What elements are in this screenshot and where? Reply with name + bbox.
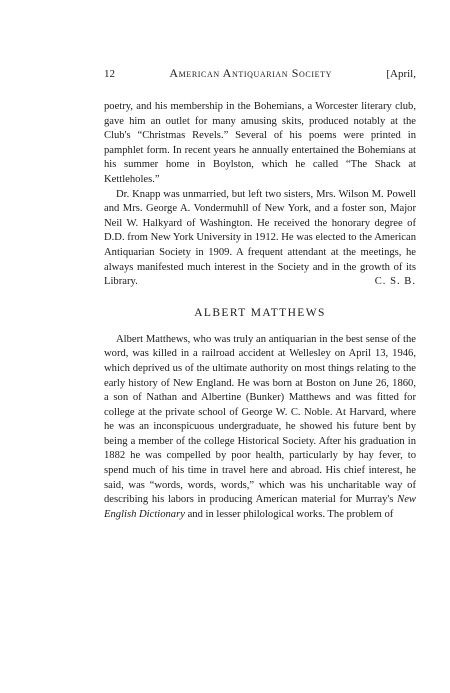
running-head-title: American Antiquarian Society <box>169 66 332 80</box>
running-head <box>104 66 416 80</box>
paragraph-knapp-text: Dr. Knapp was unmarried, but left two sisters, Mrs. Wilson M. Powell and Mrs. George A. Vondermuhll of New York, and a foster son, Major Neil W. Halkyard of Washington. He received the honorary degree of D.D. from New York University in 1912. He was elected to the American Antiquarian Society in 1909. A frequent attendant at the meetings, he always manifested much interest in the Society and in the growth of its Library. <box>104 188 416 288</box>
paragraph-continued: poetry, and his membership in the Bohemians, a Worcester literary club, gave him an outlet for many amusing skits, produced notably at the Club's “Christmas Revels.” Several of his poems were printed in pamphlet form. In recent years he annually entertained the Bohemians at his summer home in Boylston, which he called “The Shack at Kettleholes.” <box>104 101 416 185</box>
paragraph-matthews-tail: and in lesser philological works. The problem of <box>184 508 394 520</box>
dictionary-title: New English Dictionary <box>104 494 416 520</box>
running-head-month: [April, <box>386 68 416 80</box>
author-signature: C. S. B. <box>374 276 416 288</box>
paragraph-matthews-text: Albert Matthews, who was truly an antiquarian in the best sense of the word, was killed in a railroad accident at Wellesley on April 13, 1946, which deprived us of the ultimate authority on most things relating to the early history of New England. He was born at Boston on June 26, 1860, a son of Nathan and Albertine (Bunker) Matthews and was fitted for college at the private school of George W. C. Noble. At Harvard, where he was an inconspicuous undergraduate, he showed his future bent by being a member of the college Historical Society. After his graduation in 1882 he was compelled by poor health, particularly by hay fever, to spend much of his time in travel here and abroad. His chief interest, he said, was “words, words, words,” which was his uncharitable way of describing his labors in producing American material for Murray's <box>104 333 416 506</box>
page-number: 12 <box>104 68 115 80</box>
paragraph-matthews <box>104 333 416 523</box>
section-heading: ALBERT MATTHEWS <box>194 306 326 319</box>
paragraph-knapp-family <box>104 188 416 290</box>
book-page <box>104 66 416 522</box>
